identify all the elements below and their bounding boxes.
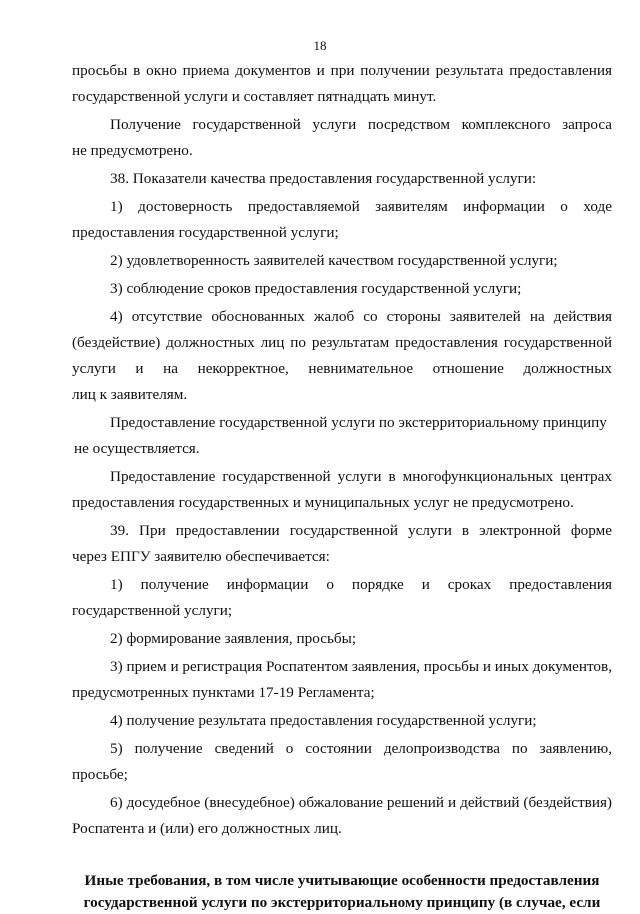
- paragraph-line: 1) достоверность предоставляемой заявителям информации о ходе: [110, 198, 612, 215]
- list-item-39-3: [72, 654, 612, 706]
- page-number: 18: [313, 38, 327, 53]
- paragraph-line: Предоставление государственной услуги по экстерриториальному принципу: [110, 414, 607, 431]
- paragraph-line: 4) получение результата предоставления государственной услуги;: [110, 712, 537, 729]
- paragraph-line: предоставления государственных и муниципальных услуг не предусмотрено.: [72, 494, 574, 511]
- paragraph-line: 6) досудебное (внесудебное) обжалование решений и действий (бездействия): [110, 794, 612, 811]
- list-item-38-3: [72, 276, 612, 302]
- paragraph-complex-request: [72, 112, 612, 164]
- paragraph-extraterritorial: [72, 410, 612, 462]
- heading-line: государственной услуги по экстерриториальному принципу (в случае, если: [83, 894, 601, 911]
- paragraph-continuation: [72, 58, 612, 110]
- document-body: [72, 58, 612, 914]
- paragraph-line: Роспатента и (или) его должностных лиц.: [72, 820, 342, 837]
- list-item-39-2: [72, 626, 612, 652]
- paragraph-line: (бездействие) должностных лиц по результатам предоставления государственной: [72, 334, 612, 351]
- list-item-39-6: [72, 790, 612, 842]
- paragraph-section-39: [72, 518, 612, 570]
- paragraph-line: государственной услуги;: [72, 602, 233, 619]
- list-item-39-1: [72, 572, 612, 624]
- paragraph-line: не предусмотрено.: [72, 142, 193, 159]
- paragraph-line: не осуществляется.: [74, 440, 200, 457]
- paragraph-line: 39. При предоставлении государственной услуги в электронной форме: [110, 522, 612, 539]
- paragraph-line: 3) прием и регистрация Роспатентом заявления, просьбы и иных документов,: [110, 658, 612, 675]
- paragraph-line: предусмотренных пунктами 17-19 Регламента;: [72, 684, 375, 701]
- section-heading: [72, 870, 612, 914]
- paragraph-line: 38. Показатели качества предоставления государственной услуги:: [110, 170, 537, 187]
- list-item-38-2: [72, 248, 612, 274]
- paragraph-line: лиц к заявителям.: [72, 386, 188, 403]
- paragraph-line: 1) получение информации о порядке и сроках предоставления: [110, 576, 612, 593]
- paragraph-line: 2) удовлетворенность заявителей качеством государственной услуги;: [110, 252, 558, 269]
- list-item-38-4: [72, 304, 612, 408]
- paragraph-line: 3) соблюдение сроков предоставления государственной услуги;: [110, 280, 522, 297]
- paragraph-line: предоставления государственной услуги;: [72, 224, 339, 241]
- paragraph-line: Предоставление государственной услуги в многофункциональных центрах: [110, 468, 612, 485]
- paragraph-line: Получение государственной услуги посредством комплексного запроса: [110, 116, 612, 133]
- heading-line: Иные требования, в том числе учитывающие особенности предоставления: [84, 872, 600, 889]
- list-item-39-4: [72, 708, 612, 734]
- paragraph-line: через ЕПГУ заявителю обеспечивается:: [72, 548, 330, 565]
- list-item-39-5: [72, 736, 612, 788]
- paragraph-line: 5) получение сведений о состоянии делопроизводства по заявлению, просьбе;: [72, 740, 612, 783]
- paragraph-line: 2) формирование заявления, просьбы;: [110, 630, 357, 647]
- paragraph-line: просьбы в окно приема документов и при получении результата предоставления: [72, 62, 612, 79]
- paragraph-line: государственной услуги и составляет пятнадцать минут.: [72, 88, 437, 105]
- list-item-38-1: [72, 194, 612, 246]
- paragraph-line: 4) отсутствие обоснованных жалоб со стороны заявителей на действия: [110, 308, 612, 325]
- paragraph-line: услуги и на некорректное, невнимательное отношение должностных: [72, 360, 612, 377]
- paragraph-mfc: [72, 464, 612, 516]
- paragraph-section-38: [72, 166, 612, 192]
